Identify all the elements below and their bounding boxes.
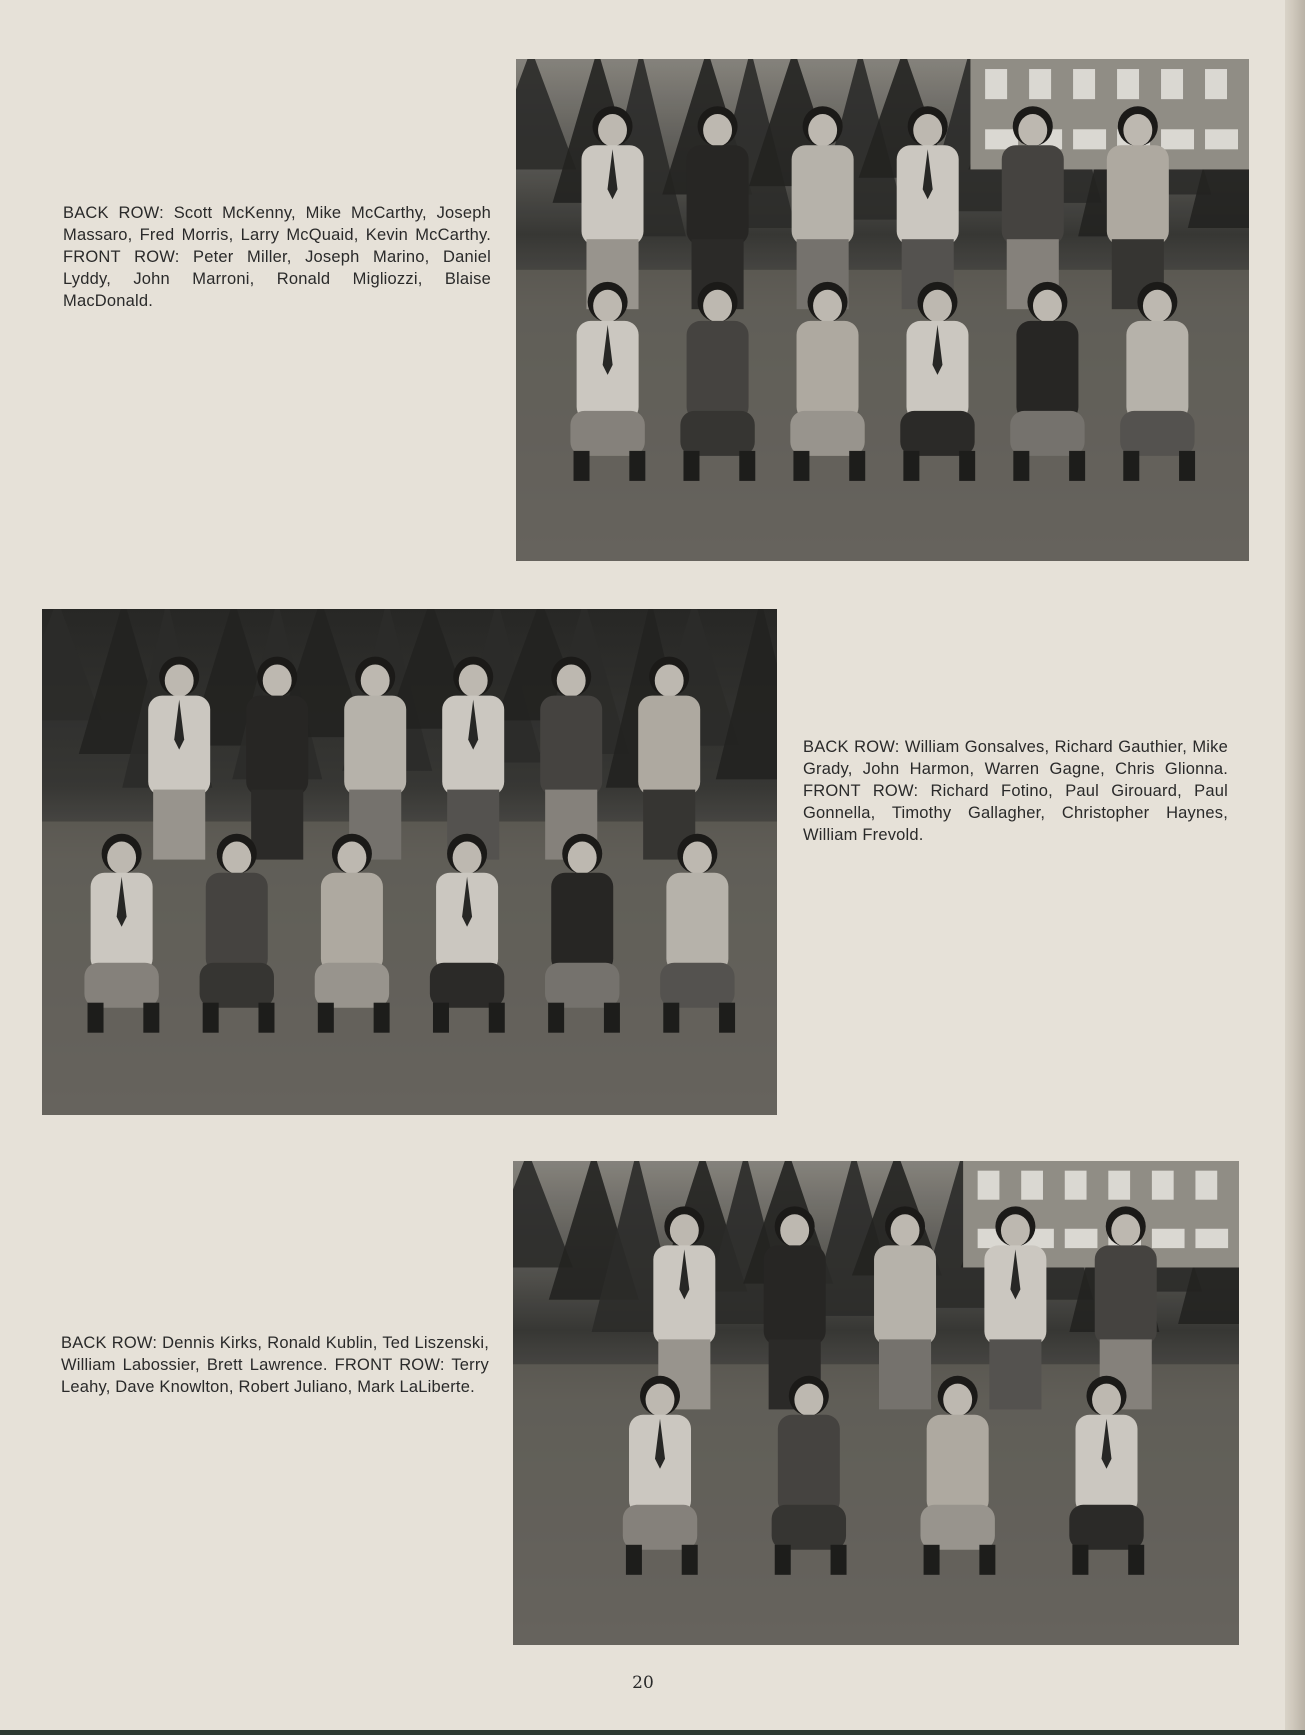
- binding-edge: [1285, 0, 1305, 1735]
- caption-2: BACK ROW: William Gonsalves, Richard Gauthier, Mike Grady, John Harmon, Warren Gagne, Chris Glionna. FRONT ROW: Richard Fotino, Paul Girouard, Paul Gonnella, Timothy Gallagher, Christopher Haynes, William Frevold.: [803, 738, 1228, 844]
- photo-image: [513, 1161, 1239, 1645]
- photo-image: [42, 609, 777, 1115]
- group-photo-2: [42, 609, 777, 1115]
- photo-image: [516, 59, 1249, 561]
- group-photo-1: [516, 59, 1249, 561]
- caption-3: BACK ROW: Dennis Kirks, Ronald Kublin, Ted Liszenski, William Labossier, Brett Lawrence. FRONT ROW: Terry Leahy, Dave Knowlton, Robert Juliano, Mark LaLiberte.: [61, 1334, 489, 1396]
- bottom-edge: [0, 1730, 1305, 1735]
- page-number: 20: [632, 1673, 654, 1693]
- caption-1: BACK ROW: Scott McKenny, Mike McCarthy, Joseph Massaro, Fred Morris, Larry McQuaid, Kevin McCarthy. FRONT ROW: Peter Miller, Joseph Marino, Daniel Lyddy, John Marroni, Ronald Migliozzi, Blaise MacDonald.: [63, 204, 491, 310]
- group-photo-3: [513, 1161, 1239, 1645]
